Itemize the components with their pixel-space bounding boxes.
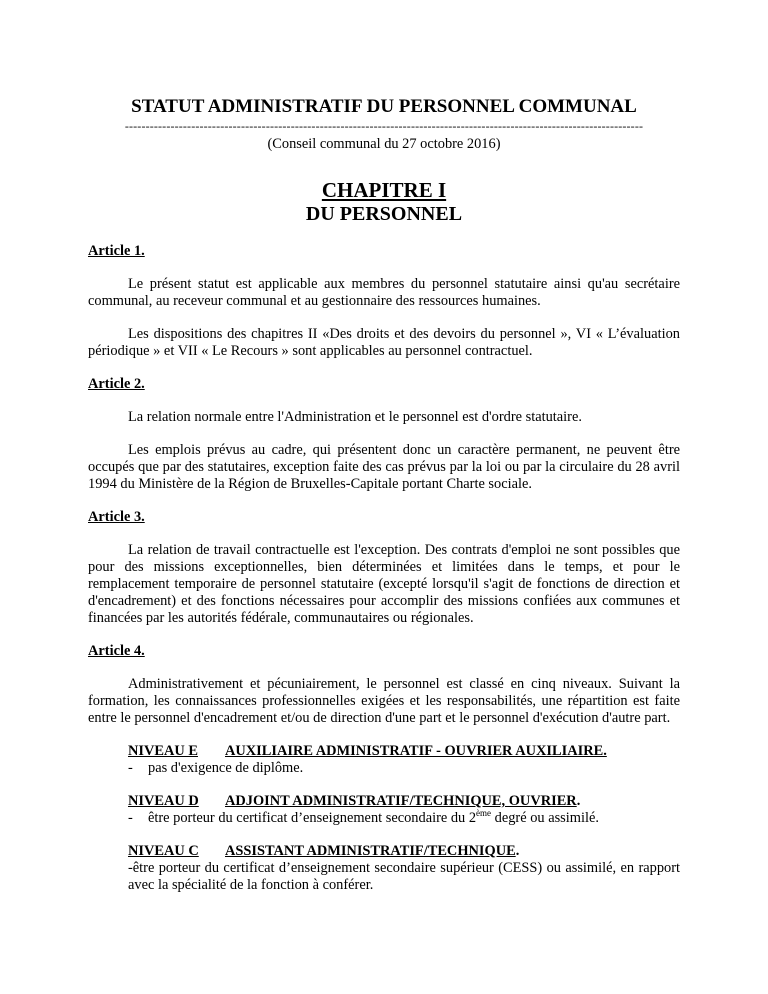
article-heading: Article 1. [88, 243, 145, 259]
document-title: STATUT ADMINISTRATIF DU PERSONNEL COMMUNAL [131, 96, 637, 117]
article-paragraph: La relation de travail contractuelle est l'exception. Des contrats d'emploi ne sont possibles que pour des missions exceptionnelles, bien déterminées et limitées dans le temps, et pour le remplacement temporaire de personnel statutaire (excepté lorsqu'il s'agit de fonctions de direction et d'encadrement) et des fonctions nécessaires pour accomplir des missions confiées aux communes et financées par les autorités fédérale, communautaires ou régionales. [88, 542, 680, 626]
level-heading [128, 743, 680, 760]
level-requirement [128, 810, 680, 827]
requirement-text: pas d'exigence de diplôme. [148, 760, 304, 776]
level-name: ASSISTANT ADMINISTRATIF/TECHNIQUE [225, 843, 516, 859]
level-heading [128, 793, 680, 810]
document-subtitle: (Conseil communal du 27 octobre 2016) [267, 136, 501, 152]
level-name: ADJOINT ADMINISTRATIF/TECHNIQUE, OUVRIER [225, 793, 577, 809]
article-paragraph: Les dispositions des chapitres II «Des droits et des devoirs du personnel », VI « L’évaluation périodique » et VII « Le Recours » sont applicables au personnel contractuel. [88, 326, 680, 359]
requirement-text: être porteur du certificat d’enseignement secondaire du 2 [148, 810, 477, 826]
level-code: NIVEAU E [128, 743, 198, 759]
requirement-dash: - [128, 810, 133, 826]
level-requirement [128, 760, 680, 777]
level-name-suffix: . [576, 793, 581, 809]
level-name-suffix: . [515, 843, 520, 859]
level-code: NIVEAU D [128, 793, 199, 809]
article-heading: Article 3. [88, 509, 145, 525]
level-name: AUXILIAIRE ADMINISTRATIF - OUVRIER AUXILIAIRE. [225, 743, 607, 759]
level-block-d [128, 793, 680, 827]
level-code: NIVEAU C [128, 843, 199, 859]
article-paragraph: La relation normale entre l'Administration et le personnel est d'ordre statutaire. [128, 409, 582, 425]
level-block-e [128, 743, 680, 777]
article-paragraph: Administrativement et pécuniairement, le personnel est classé en cinq niveaux. Suivant la formation, les connaissances professionnelles exigées et les responsabilités, une répartition est faite entre le personnel d'encadrement et/ou de direction d'une part et le personnel d'exécution d'autre part. [88, 676, 680, 726]
article-heading: Article 2. [88, 376, 145, 392]
requirement-dash: - [128, 760, 133, 776]
article-paragraph: Le présent statut est applicable aux membres du personnel statutaire ainsi qu'au secrétaire communal, au receveur communal et au gestionnaire des ressources humaines. [88, 276, 680, 309]
document-page [88, 96, 680, 894]
level-block-c [128, 843, 680, 894]
requirement-superscript: ème [476, 808, 492, 819]
level-heading [128, 843, 680, 860]
level-requirement: -être porteur du certificat d’enseignement secondaire supérieur (CESS) ou assimilé, en rapport avec la spécialité de la fonction à conférer. [128, 860, 680, 893]
chapter-title: DU PERSONNEL [305, 203, 463, 225]
article-paragraph: Les emplois prévus au cadre, qui présentent donc un caractère permanent, ne peuvent être occupés que par des statutaires, exception faite des cas prévus par la loi ou par la circulaire du 28 avril 1994 du Ministère de la Région de Bruxelles-Capitale portant Charte sociale. [88, 442, 680, 492]
article-heading: Article 4. [88, 643, 145, 659]
chapter-number [88, 178, 680, 202]
chapter-number-text: CHAPITRE I [321, 178, 447, 202]
requirement-text-end: degré ou assimilé. [491, 810, 599, 826]
separator-line: ----------------------------------------------------------------------------------------------------------------------------- [124, 120, 644, 132]
